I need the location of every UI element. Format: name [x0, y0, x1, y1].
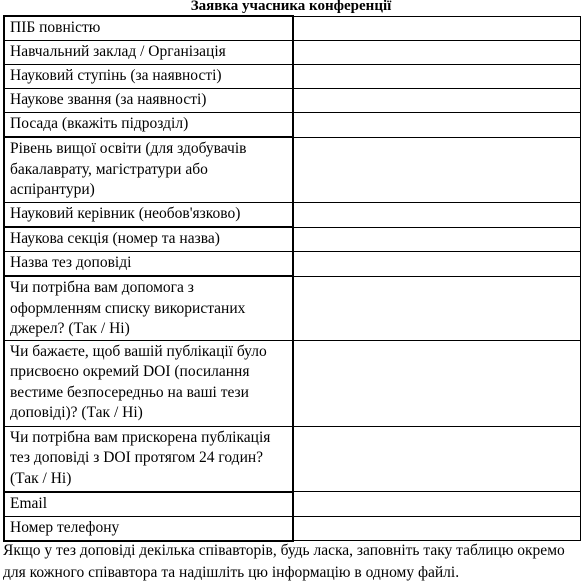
form-row-academic-title: [4, 89, 580, 113]
form-row-supervisor: [4, 203, 580, 228]
email-field[interactable]: [293, 492, 580, 517]
section-field[interactable]: [293, 227, 580, 252]
doi-field[interactable]: [293, 340, 580, 426]
row-label: Науковий керівник (необов'язково): [4, 203, 293, 228]
row-label: Назва тез доповіді: [4, 252, 293, 277]
row-label: Посада (вкажіть підрозділ): [4, 113, 293, 138]
row-label: ПІБ повністю: [4, 16, 293, 41]
academic-title-field[interactable]: [293, 89, 580, 113]
coauthor-note: Якщо у тез доповіді декілька співавторів, будь ласка, заповніть таку таблицю окремо для кожного співавтора та надішліть цю інформацію в одному файлі.: [3, 542, 565, 581]
form-row-position: [4, 113, 580, 138]
form-row-email: [4, 492, 580, 517]
form-row-references-help: [4, 276, 580, 340]
form-row-full-name: [4, 16, 580, 41]
row-label: Наукове звання (за наявності): [4, 89, 293, 113]
row-label: Чи потрібна вам прискорена публікація тез доповіді з DOI протягом 24 годин? (Так / Ні): [4, 426, 293, 492]
position-field[interactable]: [293, 113, 580, 138]
form-row-degree: [4, 65, 580, 89]
form-row-phone: [4, 516, 580, 541]
phone-field[interactable]: [293, 516, 580, 541]
row-label: Рівень вищої освіти (для здобувачів бакалаврату, магістратури або аспірантури): [4, 137, 293, 203]
row-label: Email: [4, 492, 293, 517]
application-form-table: [3, 15, 581, 542]
form-row-institution: [4, 41, 580, 65]
education-level-field[interactable]: [293, 137, 580, 203]
degree-field[interactable]: [293, 65, 580, 89]
institution-field[interactable]: [293, 41, 580, 65]
row-label: Наукова секція (номер та назва): [4, 227, 293, 252]
form-row-education-level: [4, 137, 580, 203]
form-title: Заявка учасника конференції: [190, 0, 392, 14]
row-label: Чи бажаєте, щоб вашій публікації було присвоєно окремий DOI (посилання вестиме безпосередньо на ваші тези доповіді)? (Так / Ні): [4, 340, 293, 426]
form-row-section: [4, 227, 580, 252]
row-label: Навчальний заклад / Організація: [4, 41, 293, 65]
form-row-abstract-title: [4, 252, 580, 277]
full-name-field[interactable]: [293, 16, 580, 41]
fast-publication-field[interactable]: [293, 426, 580, 492]
references-help-field[interactable]: [293, 276, 580, 340]
form-row-doi: [4, 340, 580, 426]
supervisor-field[interactable]: [293, 203, 580, 228]
abstract-title-field[interactable]: [293, 252, 580, 277]
row-label: Чи потрібна вам допомога з оформленням списку використаних джерел? (Так / Ні): [4, 276, 293, 340]
row-label: Науковий ступінь (за наявності): [4, 65, 293, 89]
row-label: Номер телефону: [4, 516, 293, 541]
form-row-fast-publication: [4, 426, 580, 492]
